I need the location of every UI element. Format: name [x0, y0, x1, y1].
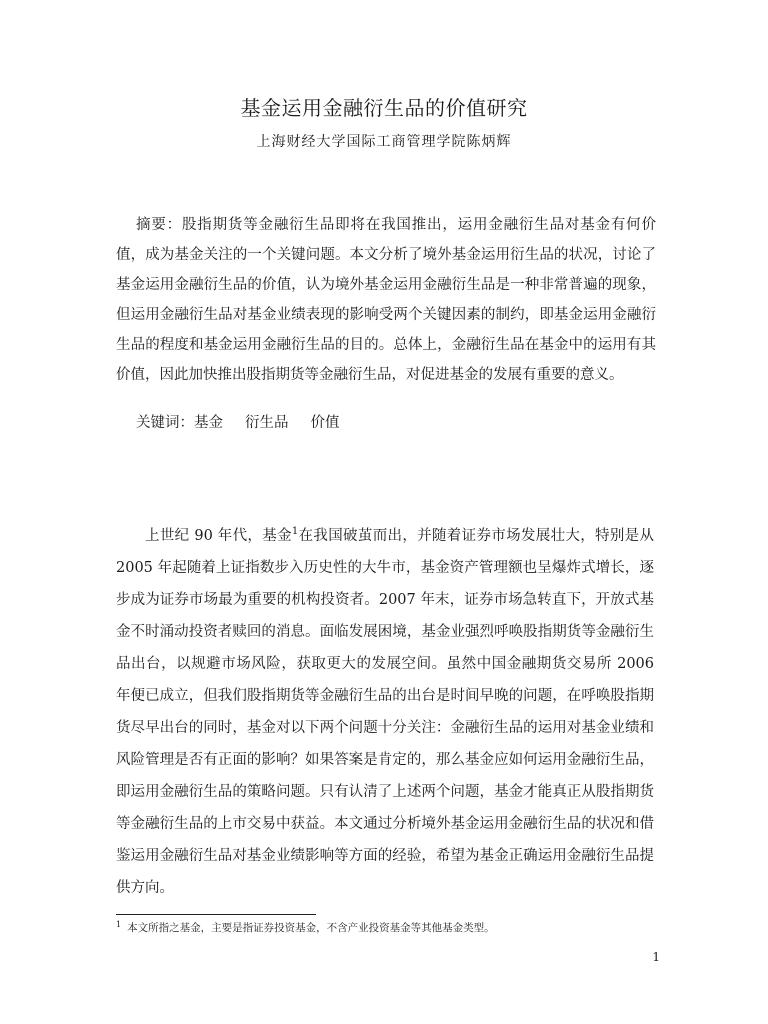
paper-title: 基金运用金融衍生品的价值研究: [240, 96, 528, 120]
abstract-paragraph: 摘要：股指期货等金融衍生品即将在我国推出，运用金融衍生品对基金有何价值，成为基金关注的一个关键问题。本文分析了境外基金运用衍生品的状况，讨论了基金运用金融衍生品的价值，认为境外基金运用金融衍生品是一种非常普遍的现象，但运用金融衍生品对基金业绩表现的影响受两个关键因素的制约，即基金运用金融衍生品的程度和基金运用金融衍生品的目的。总体上，金融衍生品在基金中的运用有其价值，因此加快推出股指期货等金融衍生品，对促进基金的发展有重要的意义。: [116, 217, 656, 383]
footnote-separator: [116, 914, 316, 915]
keywords-line: [136, 408, 340, 438]
body-text-rest: 在我国破茧而出，并随着证券市场发展壮大，特别是从 2005 年起随着上证指数步入历史性的大牛市，基金资产管理额也呈爆炸式增长，逐步成为证券市场最为重要的机构投资者。2007 年末，证券市场急转直下，开放式基金不时涌动投资者赎回的消息。面临发展困境，基金业强烈呼唤股指期货等金融衍生品出台，以规避市场风险，获取更大的发展空间。虽然中国金融期货交易所 2006 年便已成立，但我们股指期货等金融衍生品的出台是时间早晚的问题，在呼唤股指期货尽早出台的同时，基金对以下两个问题十分关注：金融衍生品的运用对基金业绩和风险管理是否有正面的影响？如果答案是肯定的，那么基金应如何运用金融衍生品，即运用金融衍生品的策略问题。只有认清了上述两个问题，基金才能真正从股指期货等金融衍生品的上市交易中获益。本文通过分析境外基金运用金融衍生品的状况和借鉴运用金融衍生品对基金业绩影响等方面的经验，希望为基金正确运用金融衍生品提供方向。: [116, 528, 654, 896]
body-text-start: 上世纪 90 年代，基金: [145, 528, 292, 544]
keyword-item: 基金: [194, 415, 223, 431]
footnote-reference[interactable]: 1: [291, 526, 299, 537]
keywords-label: 关键词：: [136, 415, 194, 431]
footnote-text: 本文所指之基金，主要是指证券投资基金，不含产业投资基金等其他基金类型。: [127, 922, 495, 934]
keyword-item: 价值: [310, 415, 340, 431]
page-number: 1: [652, 950, 660, 964]
author-affiliation: 上海财经大学国际工商管理学院陈炳辉: [256, 134, 512, 150]
body-paragraph: [116, 520, 654, 904]
footnote-mark: 1: [116, 920, 122, 929]
footnote: [116, 920, 495, 936]
keyword-item: 衍生品: [245, 415, 289, 431]
